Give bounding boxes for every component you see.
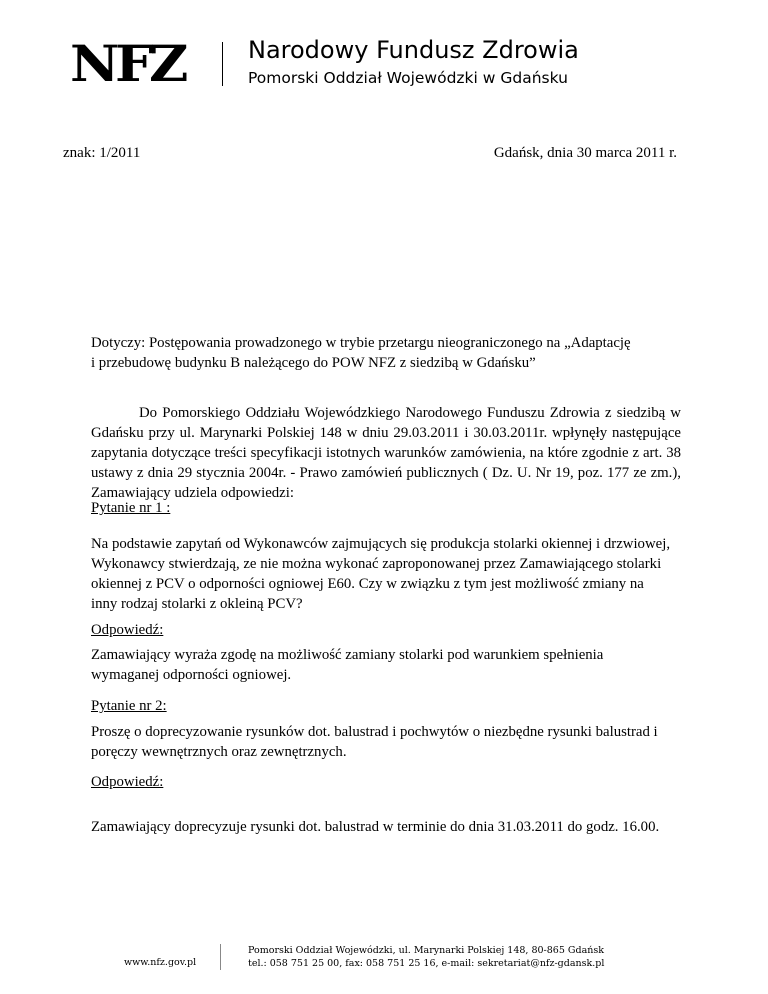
document-reference: znak: 1/2011 <box>63 145 141 161</box>
answer-1-text <box>91 645 711 685</box>
answer-1-label-text: Odpowiedź: <box>91 622 164 638</box>
question-2-line: Proszę o doprecyzowanie rysunków dot. balustrad i pochwytów o niezbędne rysunki balustrad i <box>91 724 658 740</box>
subject-line-1: Dotyczy: Postępowania prowadzonego w trybie przetargu nieograniczonego na „Adaptację <box>91 335 631 351</box>
question-2-line: poręczy wewnętrznych oraz zewnętrznych. <box>91 744 347 760</box>
question-1-label-text: Pytanie nr 1 : <box>91 500 171 516</box>
footer-website-link[interactable]: www.nfz.gov.pl <box>124 957 197 968</box>
question-2-text <box>91 722 711 762</box>
subject-line-2: i przebudowę budynku B należącego do POW NFZ z siedzibą w Gdańsku” <box>91 355 536 371</box>
answer-1-line: wymaganej odporności ogniowej. <box>91 667 292 683</box>
question-1-line: Na podstawie zapytań od Wykonawców zajmujących się produkcja stolarki okiennej i drzwiowej, <box>91 536 671 552</box>
answer-2-label <box>91 772 711 792</box>
footer-address-line-2: tel.: 058 751 25 00, fax: 058 751 25 16, e-mail: sekretariat@nfz-gdansk.pl <box>248 958 605 969</box>
answer-1-label <box>91 620 711 640</box>
footer-divider <box>220 944 221 970</box>
question-1-text <box>91 534 711 614</box>
intro-paragraph: Do Pomorskiego Oddziału Wojewódzkiego Narodowego Funduszu Zdrowia z siedzibą w Gdańsku przy ul. Marynarki Polskiej 148 w dniu 29.03.2011 i 30.03.2011r. wpłynęły następujące zapytania dotyczące treści specyfikacji istotnych warunków zamówienia, na które zgodnie z art. 38 ustawy z dnia 29 stycznia 2004r. - Prawo zamówień publicznych ( Dz. U. Nr 19, poz. 177 ze zm.), Zamawiający udziela odpowiedzi: <box>91 405 681 501</box>
answer-2-text <box>91 817 711 837</box>
answer-2-label-text: Odpowiedź: <box>91 774 164 790</box>
question-1-line: okiennej z PCV o odporności ogniowej E60. Czy w związku z tym jest możliwość zmiany na <box>91 576 644 592</box>
question-2-label-text: Pytanie nr 2: <box>91 698 167 714</box>
question-1-label <box>91 498 711 518</box>
footer-address <box>248 944 604 970</box>
nfz-logo: NFZ <box>70 34 185 93</box>
organization-name: Narodowy Fundusz Zdrowia <box>248 36 579 64</box>
organization-branch: Pomorski Oddział Wojewódzki w Gdańsku <box>248 69 568 87</box>
header-divider <box>222 42 223 86</box>
question-1-line: inny rodzaj stolarki z okleiną PCV? <box>91 596 303 612</box>
footer-address-line-1: Pomorski Oddział Wojewódzki, ul. Marynarki Polskiej 148, 80-865 Gdańsk <box>248 945 604 956</box>
question-2-label <box>91 696 711 716</box>
answer-1-line: Zamawiający wyraża zgodę na możliwość zamiany stolarki pod warunkiem spełnienia <box>91 647 604 663</box>
question-1-line: Wykonawcy stwierdzają, ze nie można wykonać zaproponowanej przez Zamawiającego stolarki <box>91 556 662 572</box>
subject-block <box>91 333 681 373</box>
place-and-date: Gdańsk, dnia 30 marca 2011 r. <box>493 145 677 161</box>
answer-2-line: Zamawiający doprecyzuje rysunki dot. balustrad w terminie do dnia 31.03.2011 do godz. 16.00. <box>91 819 660 835</box>
